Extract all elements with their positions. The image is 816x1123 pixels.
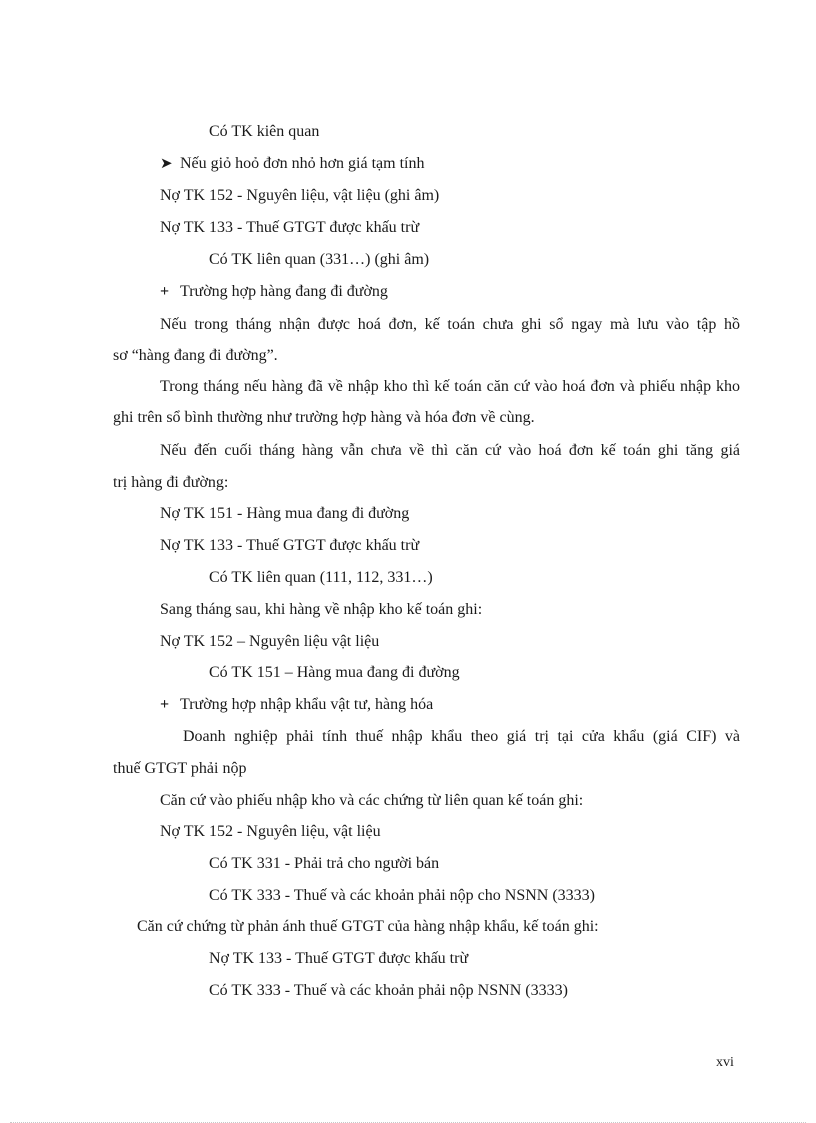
text-line: Có TK liên quan (331…) (ghi âm) [209,251,430,268]
text-line: Trong tháng nếu hàng đã về nhập kho thì kế toán căn cứ vào hoá đơn và phiếu nhập kho [160,378,740,395]
text-line: Doanh nghiệp phải tính thuế nhập khẩu theo giá trị tại cửa khẩu (giá CIF) và [183,728,740,745]
text-line: Nợ TK 133 - Thuế GTGT được khấu trừ [209,950,469,967]
text-line: Nợ TK 133 - Thuế GTGT được khấu trừ [160,537,420,554]
text-line: Nếu trong tháng nhận được hoá đơn, kế toán chưa ghi sổ ngay mà lưu vào tập hồ [160,316,740,333]
text-line: Có TK 151 – Hàng mua đang đi đường [209,664,460,681]
text-line: Căn cứ chứng từ phản ánh thuế GTGT của hàng nhập khẩu, kế toán ghi: [137,918,599,935]
text-line: Có TK 333 - Thuế và các khoản phải nộp cho NSNN (3333) [209,887,595,904]
text-line: Có TK liên quan (111, 112, 331…) [209,569,433,586]
text-line: + Trường hợp nhập khẩu vật tư, hàng hóa [160,696,434,713]
text-line: Nợ TK 152 - Nguyên liệu, vật liệu [160,823,381,840]
text-line: Nợ TK 133 - Thuế GTGT được khấu trừ [160,219,420,236]
text-line: trị hàng đi đường: [113,474,229,491]
text-line: Nợ TK 152 – Nguyên liệu vật liệu [160,633,380,650]
text-line: Nợ TK 152 - Nguyên liệu, vật liệu (ghi âm) [160,187,440,204]
text-line: ghi trên sổ bình thường như trường hợp hàng và hóa đơn về cùng. [113,409,535,426]
text-line: Nợ TK 151 - Hàng mua đang đi đường [160,505,410,522]
text-line: sơ “hàng đang đi đường”. [113,347,278,364]
plus-bullet-icon: + [160,283,170,300]
plus-bullet-icon: + [160,696,170,713]
text-line: Có TK kiên quan [209,123,320,140]
page-number: xvi [716,1055,734,1070]
text-line: ➤ Nếu giỏ hoỏ đơn nhỏ hơn giá tạm tính [160,155,425,172]
arrowhead-bullet-icon: ➤ [160,156,173,172]
text-line: Có TK 333 - Thuế và các khoản phải nộp NSNN (3333) [209,982,568,999]
text-line: Có TK 331 - Phải trả cho người bán [209,855,440,872]
text-line: thuế GTGT phải nộp [113,760,247,777]
text-line: Sang tháng sau, khi hàng về nhập kho kế toán ghi: [160,601,483,618]
text-line: + Trường hợp hàng đang đi đường [160,283,388,300]
text-line: Nếu đến cuối tháng hàng vẫn chưa về thì căn cứ vào hoá đơn kế toán ghi tăng giá [160,442,740,459]
text-line: Căn cứ vào phiếu nhập kho và các chứng từ liên quan kế toán ghi: [160,792,584,809]
